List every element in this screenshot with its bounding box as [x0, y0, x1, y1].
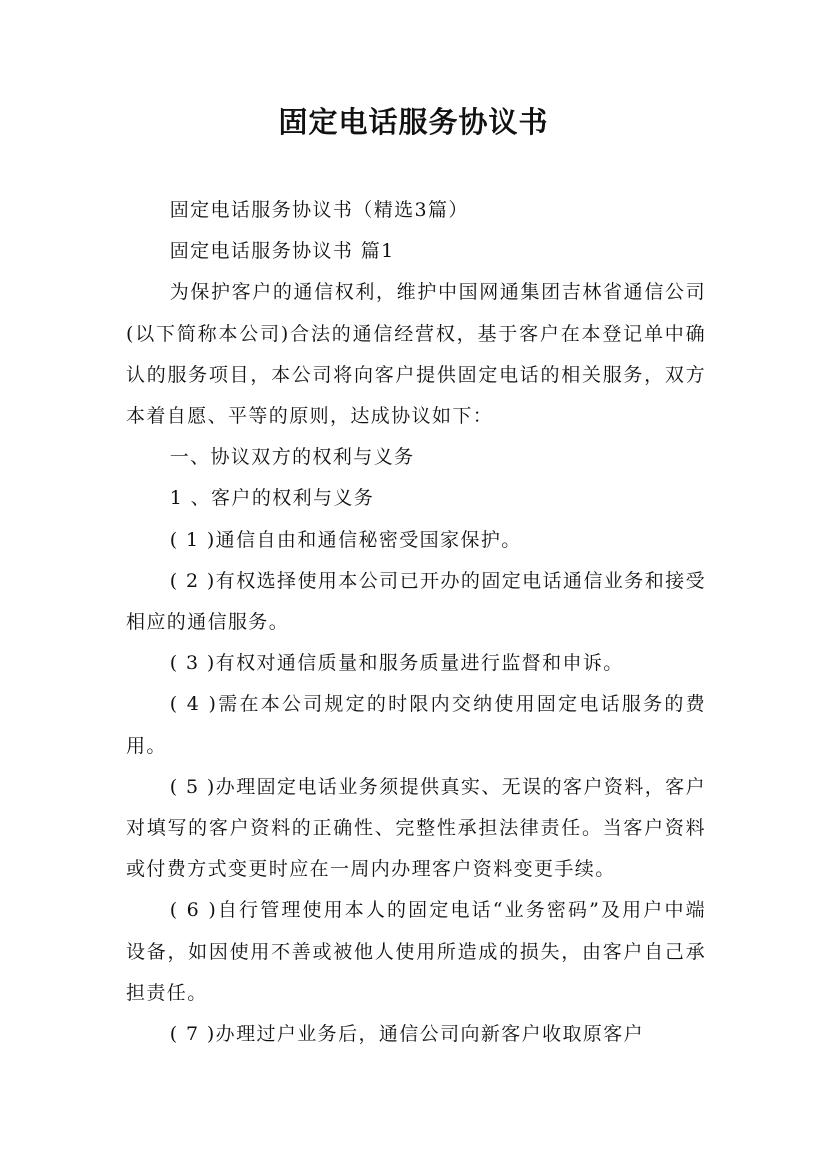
- document-title: 固定电话服务协议书: [278, 105, 549, 139]
- clause-item: ( 2 )有权选择使用本公司已开办的固定电话通信业务和接受相应的通信服务。: [126, 569, 706, 634]
- sub-clause-heading: 1 、客户的权利与义务: [169, 487, 375, 510]
- clause-item: ( 1 )通信自由和通信秘密受国家保护。: [169, 528, 522, 551]
- clause-item: ( 3 )有权对通信质量和服务质量进行监督和申诉。: [169, 652, 624, 675]
- intro-paragraph: 为保护客户的通信权利，维护中国网通集团吉林省通信公司(以下简称本公司)合法的通信经营权，基于客户在本登记单中确认的服务项目，本公司将向客户提供固定电话的相关服务，双方本着自愿、平等的原则，达成协议如下：: [126, 281, 706, 428]
- section-heading: 固定电话服务协议书 篇1: [169, 240, 395, 263]
- document-body: [126, 190, 706, 1055]
- subtitle-paragraph: 固定电话服务协议书（精选3篇）: [169, 199, 469, 221]
- clause-item: ( 7 )办理过户业务后，通信公司向新客户收取原客户: [169, 1023, 645, 1046]
- clause-item: ( 6 )自行管理使用本人的固定电话“业务密码”及用户中端设备，如因使用不善或被他人使用所造成的损失，由客户自己承担责任。: [126, 899, 706, 1004]
- clause-item: ( 5 )办理固定电话业务须提供真实、无误的客户资料，客户对填写的客户资料的正确性、完整性承担法律责任。当客户资料或付费方式变更时应在一周内办理客户资料变更手续。: [126, 775, 706, 881]
- clause-heading: 一、协议双方的权利与义务: [169, 446, 415, 469]
- clause-item: ( 4 )需在本公司规定的时限内交纳使用固定电话服务的费用。: [126, 693, 706, 757]
